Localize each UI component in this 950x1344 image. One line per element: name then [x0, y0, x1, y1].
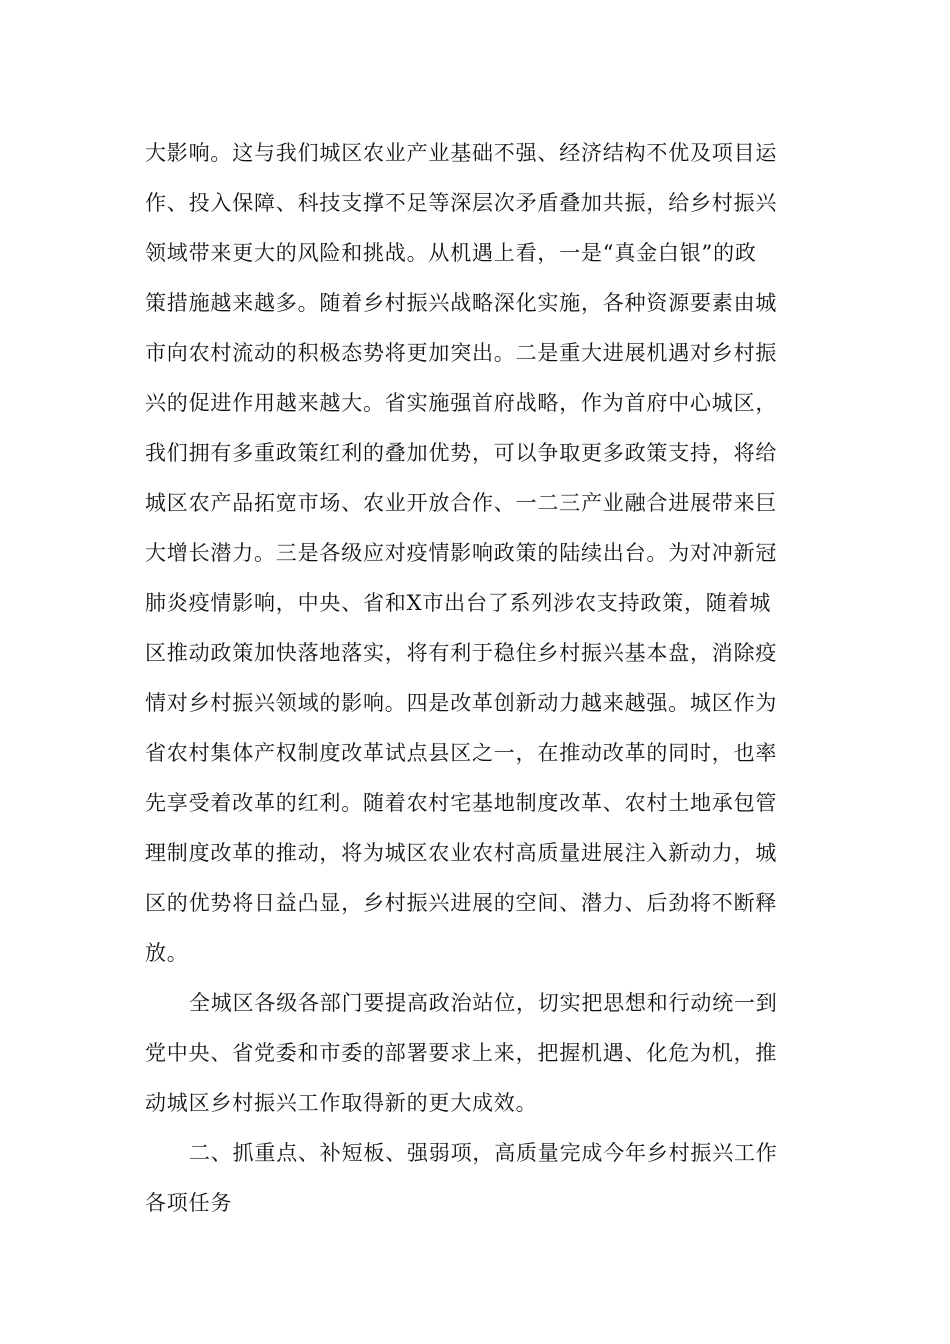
- text-line: 党中央、省党委和市委的部署要求上来，把握机遇、化危为机，推: [145, 1041, 778, 1065]
- text-line: 策措施越来越多。随着乡村振兴战略深化实施，各种资源要素由城: [145, 291, 778, 315]
- text-line: 兴的促进作用越来越大。省实施强首府战略，作为首府中心城区，: [145, 391, 778, 415]
- text-line: 我们拥有多重政策红利的叠加优势，可以争取更多政策支持，将给: [145, 441, 778, 465]
- text-line: 区推动政策加快落地落实，将有利于稳住乡村振兴基本盘，消除疫: [145, 641, 778, 665]
- text-line: 肺炎疫情影响，中央、省和X市出台了系列涉农支持政策，随着城: [145, 591, 772, 615]
- text-line: 大影响。这与我们城区农业产业基础不强、经济结构不优及项目运: [145, 141, 778, 165]
- text-line: 城区农产品拓宽市场、农业开放合作、一二三产业融合进展带来巨: [145, 491, 778, 515]
- text-line: 市向农村流动的积极态势将更加突出。二是重大进展机遇对乡村振: [145, 341, 778, 365]
- text-line: 理制度改革的推动，将为城区农业农村高质量进展注入新动力，城: [145, 841, 778, 865]
- text-line: 放。: [145, 941, 189, 965]
- text-line: 大增长潜力。三是各级应对疫情影响政策的陆续出台。为对冲新冠: [145, 541, 778, 565]
- text-line: 领域带来更大的风险和挑战。从机遇上看，一是“真金白银”的政: [145, 241, 757, 265]
- text-line: 动城区乡村振兴工作取得新的更大成效。: [145, 1091, 538, 1115]
- section-heading: 二、抓重点、补短板、强弱项，高质量完成今年乡村振兴工作: [189, 1141, 778, 1165]
- text-line: 区的优势将日益凸显，乡村振兴进展的空间、潜力、后劲将不断释: [145, 891, 778, 915]
- text-line: 情对乡村振兴领域的影响。四是改革创新动力越来越强。城区作为: [145, 691, 778, 715]
- text-line: 全城区各级各部门要提高政治站位，切实把思想和行动统一到: [189, 991, 778, 1015]
- text-line: 省农村集体产权制度改革试点县区之一，在推动改革的同时，也率: [145, 741, 778, 765]
- text-line: 作、投入保障、科技支撑不足等深层次矛盾叠加共振，给乡村振兴: [145, 191, 778, 215]
- text-line: 先享受着改革的红利。随着农村宅基地制度改革、农村土地承包管: [145, 791, 778, 815]
- section-heading-continued: 各项任务: [145, 1191, 233, 1215]
